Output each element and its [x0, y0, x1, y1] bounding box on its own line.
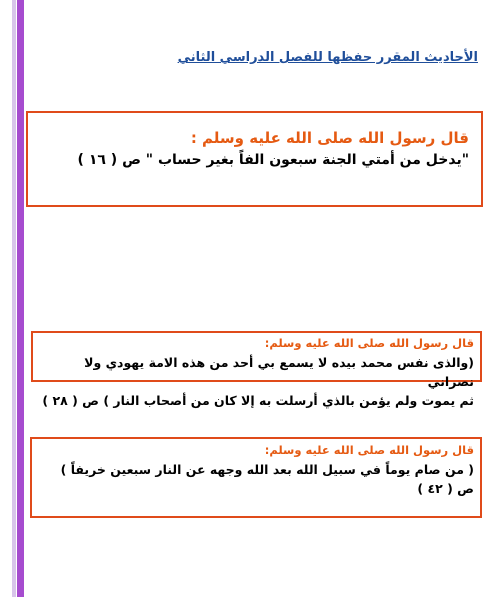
hadith-intro: قال رسول الله صلى الله عليه وسلم:: [264, 336, 474, 350]
decorative-side-bar: [17, 0, 24, 597]
page-title: الأحاديث المقرر حفظها للفصل الدراسي الثاني: [177, 50, 478, 65]
hadith-text-line-2: ثم يموت ولم يؤمن بالذي أرسلت به إلا كان من أصحاب النار ) ص ( ٢٨ ): [42, 393, 474, 408]
decorative-side-bar-light: [12, 0, 16, 597]
hadith-text-line-1: (والذى نفس محمد بيده لا يسمع بي أحد من هذه الامة يهودي ولا نصراني: [84, 355, 474, 389]
hadith-box-2: [31, 331, 482, 408]
hadith-intro: قال رسول الله صلى الله عليه وسلم :: [190, 129, 469, 147]
hadith-box-3: [30, 437, 482, 518]
hadith-text-line-1: ( من صام يوماً في سبيل الله بعد الله وجهه عن النار سبعين خريفاً ): [60, 462, 474, 477]
hadith-intro: قال رسول الله صلى الله عليه وسلم:: [264, 443, 474, 457]
hadith-box-1: [26, 111, 483, 207]
hadith-text: "يدخل من أمتي الجنة سبعون الفاً بغير حساب " ص ( ١٦ ): [77, 152, 469, 168]
hadith-text-line-2: ص ( ٤٢ ): [417, 481, 474, 496]
